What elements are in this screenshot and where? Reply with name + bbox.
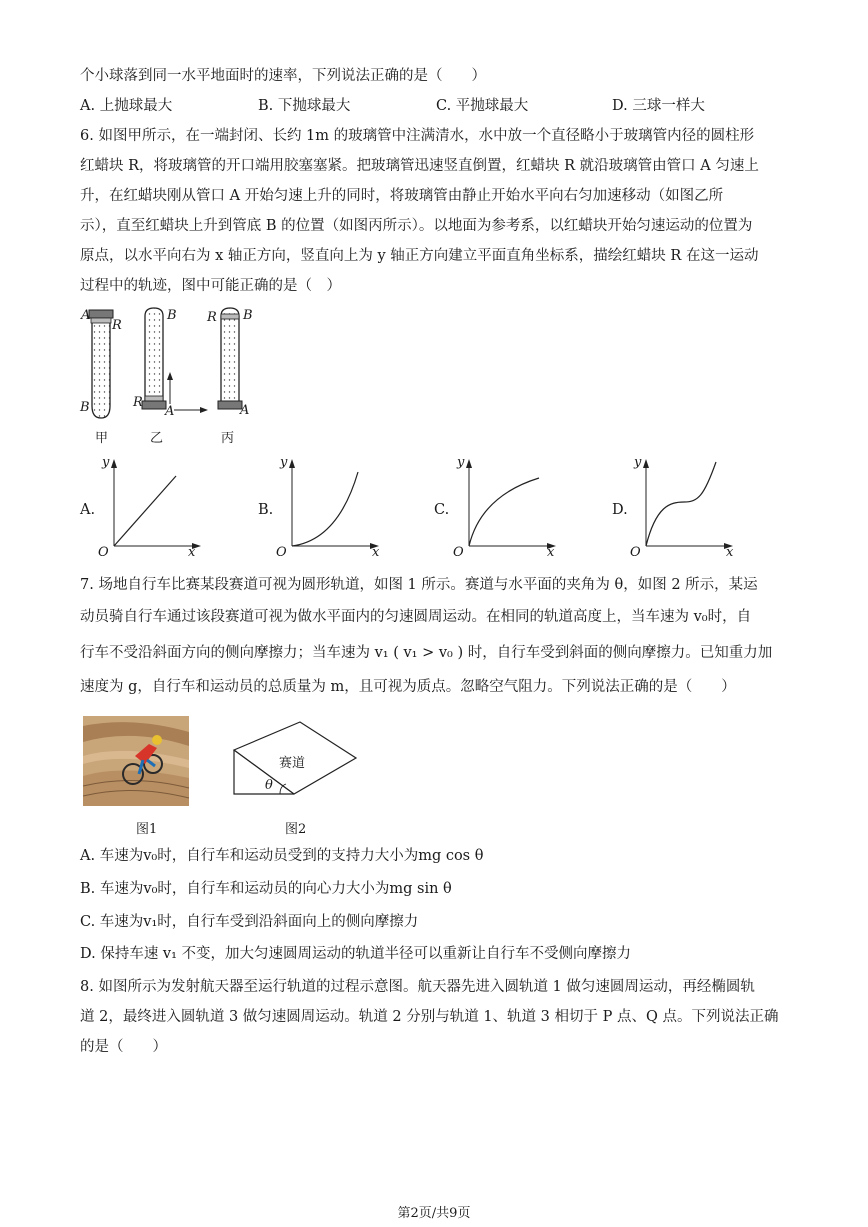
q5-stem-line: 个小球落到同一水平地面时的速率，下列说法正确的是（ ） <box>80 68 486 84</box>
tube-jia-label-b: B <box>80 400 90 415</box>
page-footer: 第2页/共9页 <box>397 1206 471 1221</box>
caption-bing: 丙 <box>221 431 235 446</box>
tube-bing-label-r: R <box>207 310 217 325</box>
q6-stem-line-5: 原点，以水平向右为 x 轴正方向，竖直向上为 y 轴正方向建立平面直角坐标系，描绘红蜡块 R 在这一运动 <box>80 248 759 264</box>
graph-c-y-label: y <box>457 455 465 470</box>
graph-d-origin: O <box>630 545 641 560</box>
q6-option-d: D. <box>612 502 628 518</box>
q6-stem-line-3: 升，在红蜡块刚从管口 A 开始匀速上升的同时，将玻璃管由静止开始水平向右匀加速移动（如图乙所 <box>80 188 724 204</box>
graph-d-x-label: x <box>726 545 734 560</box>
graph-b <box>278 456 388 554</box>
tube-jia-label-r: R <box>112 318 122 333</box>
tube-bing-label-a: A <box>240 403 250 418</box>
graph-a-origin: O <box>98 545 109 560</box>
tube-yi-label-a: A <box>165 404 175 419</box>
q8-stem-line-1: 8. 如图所示为发射航天器至运行轨道的过程示意图。航天器先进入圆轨道 1 做匀速圆周运动，再经椭圆轨 <box>80 979 755 995</box>
graph-c-x-label: x <box>547 545 555 560</box>
graph-a-y-label: y <box>102 455 110 470</box>
graph-d <box>632 456 742 554</box>
q5-option-c: C. 平抛球最大 <box>436 98 529 114</box>
figure-1-caption: 图1 <box>136 822 158 837</box>
graph-b-y-label: y <box>280 455 288 470</box>
tube-yi-label-b: B <box>167 308 177 323</box>
q6-stem-line-2: 红蜡块 R，将玻璃管的开口端用胶塞塞紧。把玻璃管迅速竖直倒置，红蜡块 R 就沿玻璃管由管口 A 匀速上 <box>80 158 759 174</box>
q7-stem-line-2: 动员骑自行车通过该段赛道可视为做水平面内的匀速圆周运动。在相同的轨道高度上，当车速为 v₀时，自 <box>80 609 752 625</box>
tube-jia-label-a: A <box>81 308 91 323</box>
q6-stem-line-6: 过程中的轨迹，图中可能正确的是（ ） <box>80 278 341 294</box>
tube-yi <box>142 308 208 413</box>
theta-label: θ <box>265 778 273 793</box>
q6-stem-line-4: 示），直至红蜡块上升到管底 B 的位置（如图丙所示）。以地面为参考系，以红蜡块开始匀速运动的位置为 <box>80 218 753 234</box>
figure-2-caption: 图2 <box>285 822 307 837</box>
q7-stem-line-1: 7. 场地自行车比赛某段赛道可视为圆形轨道，如图 1 所示。赛道与水平面的夹角为 θ，如图 2 所示，某运 <box>80 577 758 593</box>
tube-bing-label-b: B <box>243 308 253 323</box>
graph-b-origin: O <box>276 545 287 560</box>
tube-yi-label-r: R <box>133 395 143 410</box>
q8-stem-line-2: 道 2，最终进入圆轨道 3 做匀速圆周运动。轨道 2 分别与轨道 1、轨道 3 相切于 P 点、Q 点。下列说法正确 <box>80 1009 779 1025</box>
q5-option-b: B. 下抛球最大 <box>258 98 351 114</box>
q6-stem-line-1: 6. 如图甲所示，在一端封闭、长约 1m 的玻璃管中注满清水，水中放一个直径略小于玻璃管内径的圆柱形 <box>80 128 755 144</box>
graph-a <box>100 456 210 554</box>
graph-c <box>455 456 565 554</box>
tube-bing <box>218 308 242 409</box>
q7-option-c: C. 车速为v₁时，自行车受到沿斜面向上的侧向摩擦力 <box>80 914 419 930</box>
graph-b-x-label: x <box>372 545 380 560</box>
tube-jia <box>89 310 113 418</box>
q5-option-a: A. 上抛球最大 <box>80 98 173 114</box>
q7-stem-line-4: 速度为 g，自行车和运动员的总质量为 m，且可视为质点。忽略空气阻力。下列说法正确的是（ ） <box>80 679 736 695</box>
track-label: 赛道 <box>279 756 306 771</box>
graph-c-origin: O <box>453 545 464 560</box>
q6-option-a: A. <box>80 502 96 518</box>
caption-yi: 乙 <box>150 431 164 446</box>
q5-option-d: D. 三球一样大 <box>612 98 705 114</box>
q6-option-c: C. <box>434 502 450 518</box>
q7-stem-line-3: 行车不受沿斜面方向的侧向摩擦力；当车速为 v₁ ( v₁ > v₀ ) 时，自行车受到斜面的侧向摩擦力。已知重力加 <box>80 645 773 661</box>
q7-option-d: D. 保持车速 v₁ 不变，加大匀速圆周运动的轨道半径可以重新让自行车不受侧向摩擦力 <box>80 946 632 962</box>
q7-option-a: A. 车速为v₀时，自行车和运动员受到的支持力大小为mg cos θ <box>80 848 484 864</box>
caption-jia: 甲 <box>95 431 109 446</box>
q7-option-b: B. 车速为v₀时，自行车和运动员的向心力大小为mg sin θ <box>80 881 452 897</box>
graph-d-y-label: y <box>634 455 642 470</box>
q8-stem-line-3: 的是（ ） <box>80 1039 167 1055</box>
graph-a-x-label: x <box>188 545 196 560</box>
q6-option-b: B. <box>258 502 274 518</box>
cyclist-photo <box>83 716 189 806</box>
